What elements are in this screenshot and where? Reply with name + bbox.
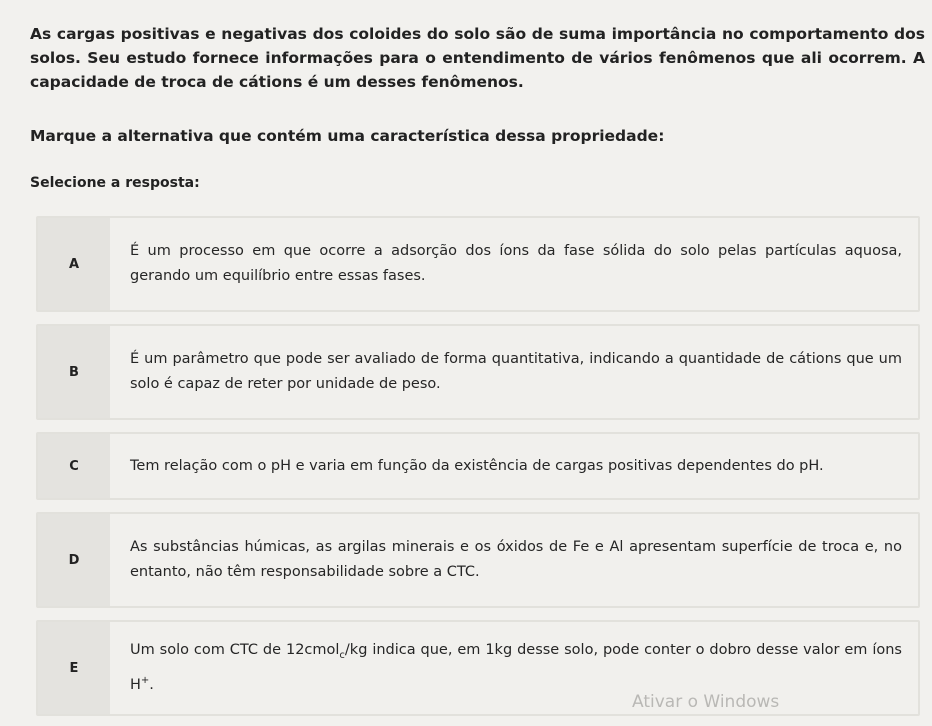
- option-c[interactable]: [36, 432, 920, 500]
- option-b[interactable]: [36, 324, 920, 420]
- option-letter: C: [38, 434, 110, 498]
- option-text: As substâncias húmicas, as argilas minerais e os óxidos de Fe e Al apresentam superfície de troca e, no entanto, não têm responsabilidade sobre a CTC.: [130, 539, 902, 580]
- question-statement: As cargas positivas e negativas dos coloides do solo são de suma importância no comportamento dos solos. Seu estudo fornece informações para o entendimento de vários fenômenos que ali ocorrem. A capacidade de troca de cátions é um desses fenômenos.: [30, 25, 925, 91]
- option-letter: A: [38, 218, 110, 310]
- option-text: É um parâmetro que pode ser avaliado de forma quantitativa, indicando a quantidade de cátions que um solo é capaz de reter por unidade de peso.: [130, 351, 902, 392]
- option-e[interactable]: [36, 620, 920, 716]
- select-answer-label: Selecione a resposta:: [30, 175, 200, 191]
- windows-activation-watermark: Ativar o Windows: [632, 692, 780, 712]
- answer-options: [36, 216, 920, 726]
- option-letter: E: [38, 622, 110, 714]
- option-letter: B: [38, 326, 110, 418]
- question-instruction: Marque a alternativa que contém uma característica dessa propriedade:: [30, 127, 665, 145]
- option-text: Um solo com CTC de 12cmol$_c$/kg indica que, em 1kg desse solo, pode conter o dobro desse valor em íons H+.: [130, 642, 902, 693]
- option-d[interactable]: [36, 512, 920, 608]
- option-a[interactable]: [36, 216, 920, 312]
- option-text: É um processo em que ocorre a adsorção dos íons da fase sólida do solo pelas partículas aquosa, gerando um equilíbrio entre essas fases.: [130, 243, 902, 284]
- option-text: Tem relação com o pH e varia em função da existência de cargas positivas dependentes do pH.: [130, 457, 824, 474]
- option-letter: D: [38, 514, 110, 606]
